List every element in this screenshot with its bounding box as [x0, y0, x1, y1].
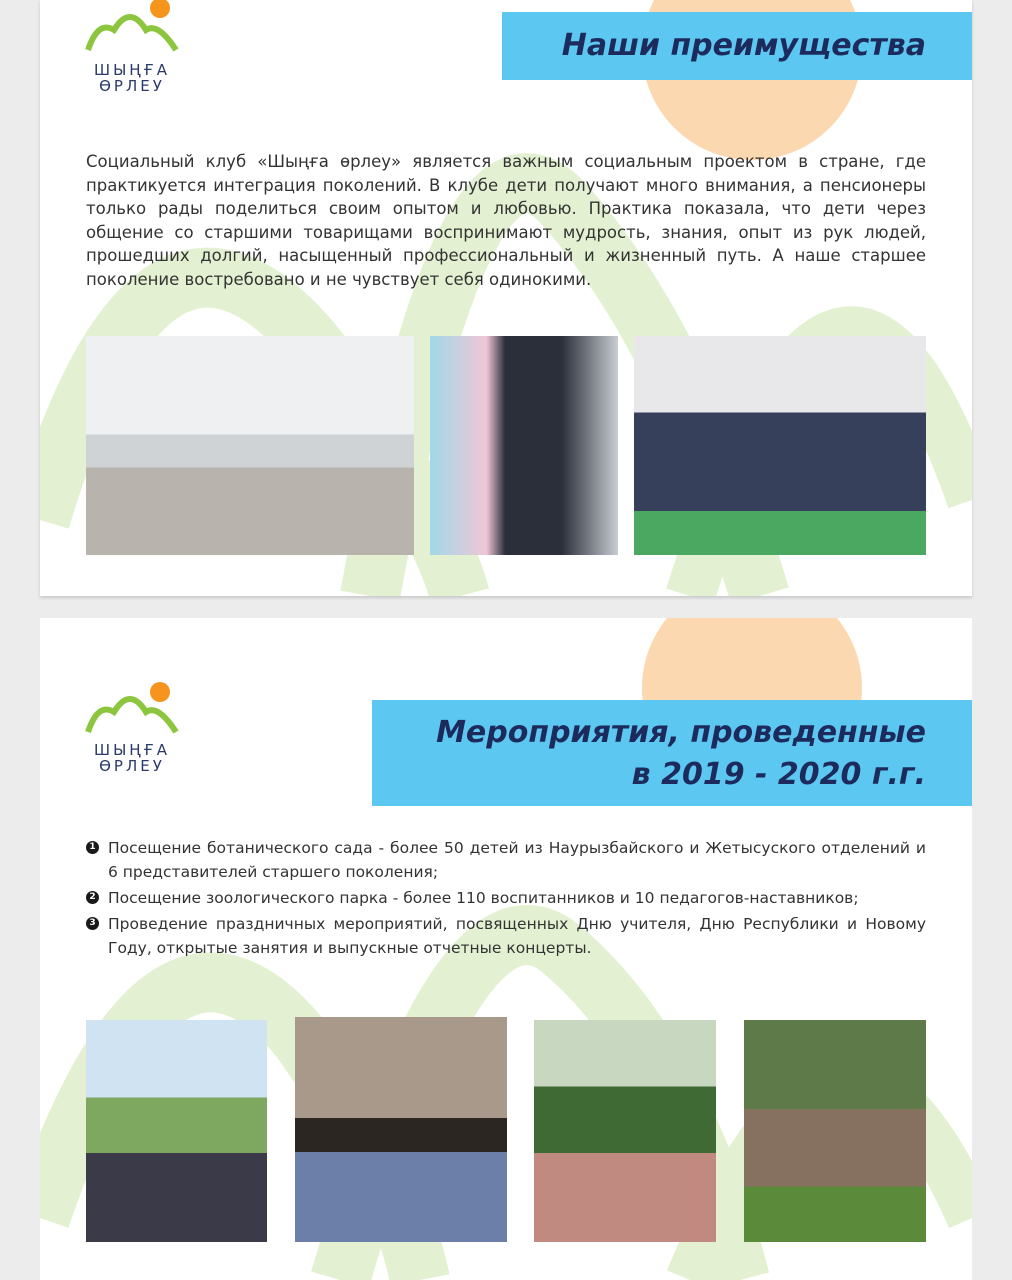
botanical-garden-photo [86, 1020, 267, 1242]
park-walk-photo [534, 1020, 716, 1242]
logo-mountains-icon [84, 680, 180, 738]
page-title: Мероприятия, проведенные в 2019 - 2020 г.г. [372, 700, 972, 806]
classroom-photo [86, 336, 414, 555]
page-advantages [40, 0, 972, 596]
list-item: 1 Посещение ботанического сада - более 50 детей из Наурызбайского и Жетысуского отделений и 6 представителей старшего поколения; [86, 836, 926, 884]
events-list [86, 836, 926, 962]
zoo-cave-group-photo [295, 1017, 507, 1242]
brand-logo: ШЫҢҒА ӨРЛЕУ [84, 0, 180, 94]
page-title: Наши преимущества [502, 12, 972, 80]
boardwalk-photo [744, 1020, 926, 1242]
page-events [40, 618, 972, 1280]
list-item: 3 Проведение праздничных мероприятий, посвященных Дню учителя, Дню Республики и Новому Году, открытые занятия и выпускные отчетные концерты. [86, 912, 926, 960]
logo-mountains-icon [84, 0, 180, 58]
corridor-visit-photo [430, 336, 618, 555]
officials-classroom-photo [634, 336, 926, 555]
list-item: 2 Посещение зоологического парка - более 110 воспитанников и 10 педагогов-наставников; [86, 886, 926, 910]
brand-logo: ШЫҢҒА ӨРЛЕУ [84, 680, 180, 774]
intro-paragraph: Социальный клуб «Шыңға өрлеу» является важным социальным проектом в стране, где практикуется интеграция поколений. В клубе дети получают много внимания, а пенсионеры только рады поделиться своим опытом и любовью. Практика показала, что дети через общение со старшими товарищами воспринимают мудрость, знания, опыт из рук людей, прошедших долгий, насыщенный профессиональный и жизненный путь. А наше старшее поколение востребовано и не чувствует себя одинокими. [86, 152, 926, 289]
